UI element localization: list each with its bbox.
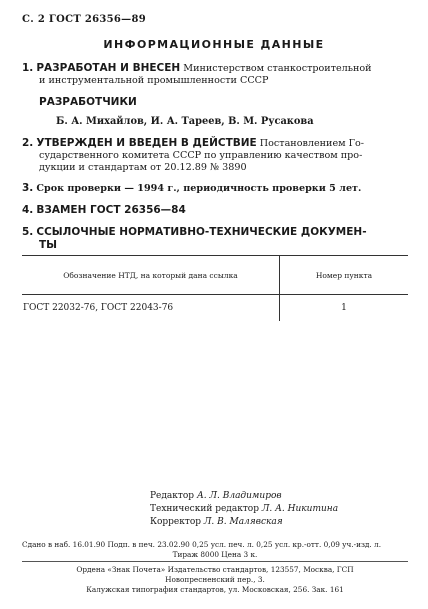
section-4 [22, 204, 408, 217]
credit-role: Корректор [150, 517, 202, 527]
publication-line-5: Калужская типография стандартов, ул. Московская, 256. Зак. 161 [86, 585, 344, 594]
publication-line-4: Новопресненский пер., 3. [165, 575, 265, 584]
credit-name: Л. А. Никитина [261, 504, 339, 514]
credit-editor [150, 490, 282, 503]
section-4-heading: ВЗАМЕН ГОСТ 26356—84 [36, 204, 186, 216]
section-2-text-line1: Постановлением Го- [259, 138, 364, 149]
table-cell-designation: ГОСТ 22032-76, ГОСТ 22043-76 [22, 295, 280, 322]
table-cell-clause: 1 [341, 303, 347, 313]
section-1-heading: РАЗРАБОТАН И ВНЕСЕН [36, 62, 181, 74]
credit-role: Технический редактор [150, 504, 259, 514]
developers-label: РАЗРАБОТЧИКИ [39, 96, 137, 108]
section-1-number: 1. [22, 62, 34, 74]
table-header-designation: Обозначение НТД, на который дана ссылка [22, 256, 280, 295]
divider [22, 561, 408, 562]
section-2-text-line3: дукции и стандартам от 20.12.89 № 3890 [39, 162, 247, 173]
credit-name: Л. В. Малявская [203, 517, 283, 527]
section-1 [22, 62, 408, 87]
credit-name: А. Л. Владимиров [196, 491, 282, 501]
section-2 [22, 137, 408, 174]
section-2-text-line2: сударственного комитета СССР по управлению качеством про- [39, 150, 363, 161]
section-5-number: 5. [22, 226, 34, 238]
credit-role: Редактор [150, 491, 195, 501]
table-header-clause: Номер пункта [280, 256, 409, 295]
table-header-row [22, 256, 408, 295]
table-row [22, 295, 408, 322]
section-1-text-line1: Министерством станкостроительной [183, 63, 372, 74]
section-5 [22, 226, 408, 251]
section-5-heading: ССЫЛОЧНЫЕ НОРМАТИВНО-ТЕХНИЧЕСКИЕ ДОКУМЕН- [36, 226, 367, 238]
publication-line-2: Тираж 8000 Цена 3 к. [172, 550, 258, 559]
publication-line-1: Сдано в наб. 16.01.90 Подп. в печ. 23.02.90 0,25 усл. печ. л. 0,25 усл. кр.-отт. 0,09 уч.-изд. л. [22, 540, 382, 549]
section-3-text: Срок проверки — 1994 г., периодичность проверки 5 лет. [36, 183, 362, 194]
section-3-number: 3. [22, 182, 34, 194]
reference-table [22, 255, 408, 321]
developers-names: Б. А. Михайлов, И. А. Тареев, В. М. Русакова [56, 116, 314, 127]
credit-tech-editor [150, 503, 338, 516]
section-2-heading: УТВЕРЖДЕН И ВВЕДЕН В ДЕЙСТВИЕ [36, 137, 257, 149]
section-3 [22, 182, 408, 195]
section-5-heading-cont: ТЫ [39, 239, 58, 251]
credit-proofreader [150, 516, 283, 529]
section-4-number: 4. [22, 204, 34, 216]
section-2-number: 2. [22, 137, 34, 149]
page-title: ИНФОРМАЦИОННЫЕ ДАННЫЕ [103, 38, 325, 51]
publication-line-3: Ордена «Знак Почета» Издательство стандартов, 123557, Москва, ГСП [76, 565, 354, 574]
page-header: С. 2 ГОСТ 26356—89 [22, 14, 146, 25]
section-1-text-line2: и инструментальной промышленности СССР [39, 75, 269, 86]
